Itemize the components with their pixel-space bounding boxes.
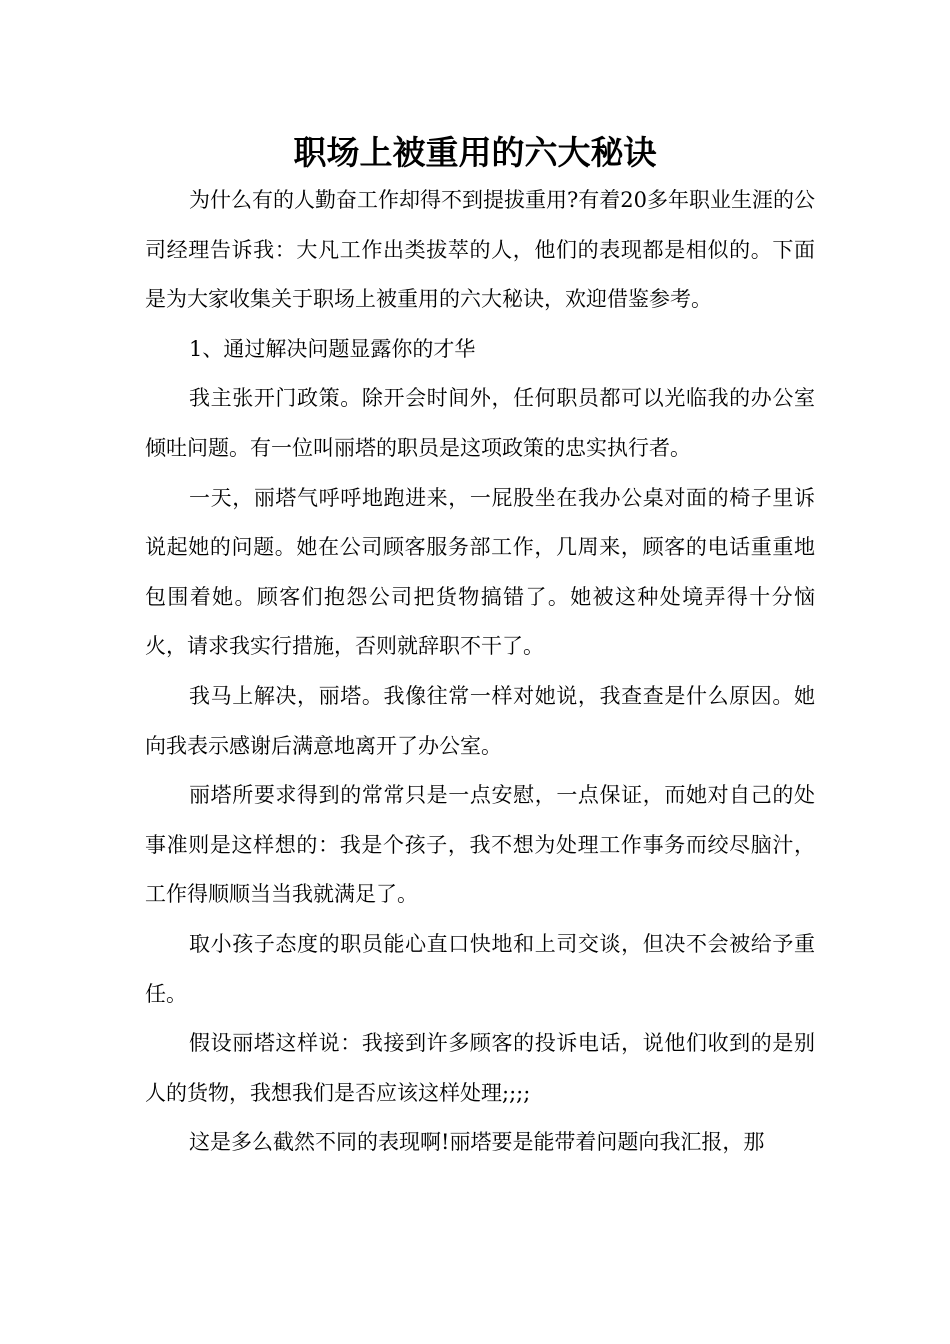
paragraph: 一天，丽塔气呼呼地跑进来，一屁股坐在我办公桌对面的椅子里诉说起她的问题。她在公司顾客服务部工作，几周来，顾客的电话重重地包围着她。顾客们抱怨公司把货物搞错了。她被这种处境弄得十分恼火，请求我实行措施，否则就辞职不干了。	[145, 485, 815, 659]
paragraph: 我主张开门政策。除开会时间外，任何职员都可以光临我的办公室倾吐问题。有一位叫丽塔的职员是这项政策的忠实执行者。	[145, 386, 815, 460]
paragraph: 假设丽塔这样说：我接到许多顾客的投诉电话，说他们收到的是别人的货物，我想我们是否应该这样处理;;;;	[145, 1031, 815, 1105]
paragraph: 这是多么截然不同的表现啊!丽塔要是能带着问题向我汇报，那	[189, 1130, 765, 1155]
document-body	[145, 176, 815, 1168]
document-title: 职场上被重用的六大秘诀	[293, 133, 657, 172]
paragraph: 取小孩子态度的职员能心直口快地和上司交谈，但决不会被给予重任。	[145, 931, 815, 1006]
paragraph-intro: 为什么有的人勤奋工作却得不到提拔重用?有着20多年职业生涯的公司经理告诉我：大凡工作出类拔萃的人，他们的表现都是相似的。下面是为大家收集关于职场上被重用的六大秘诀，欢迎借鉴参考。	[145, 188, 815, 312]
section-heading-1: 1、通过解决问题显露你的才华	[189, 336, 476, 361]
paragraph: 丽塔所要求得到的常常只是一点安慰，一点保证，而她对自己的处事准则是这样想的：我是个孩子，我不想为处理工作事务而绞尽脑汁，工作得顺顺当当我就满足了。	[145, 783, 815, 907]
paragraph: 我马上解决，丽塔。我像往常一样对她说，我查查是什么原因。她向我表示感谢后满意地离开了办公室。	[145, 683, 815, 758]
